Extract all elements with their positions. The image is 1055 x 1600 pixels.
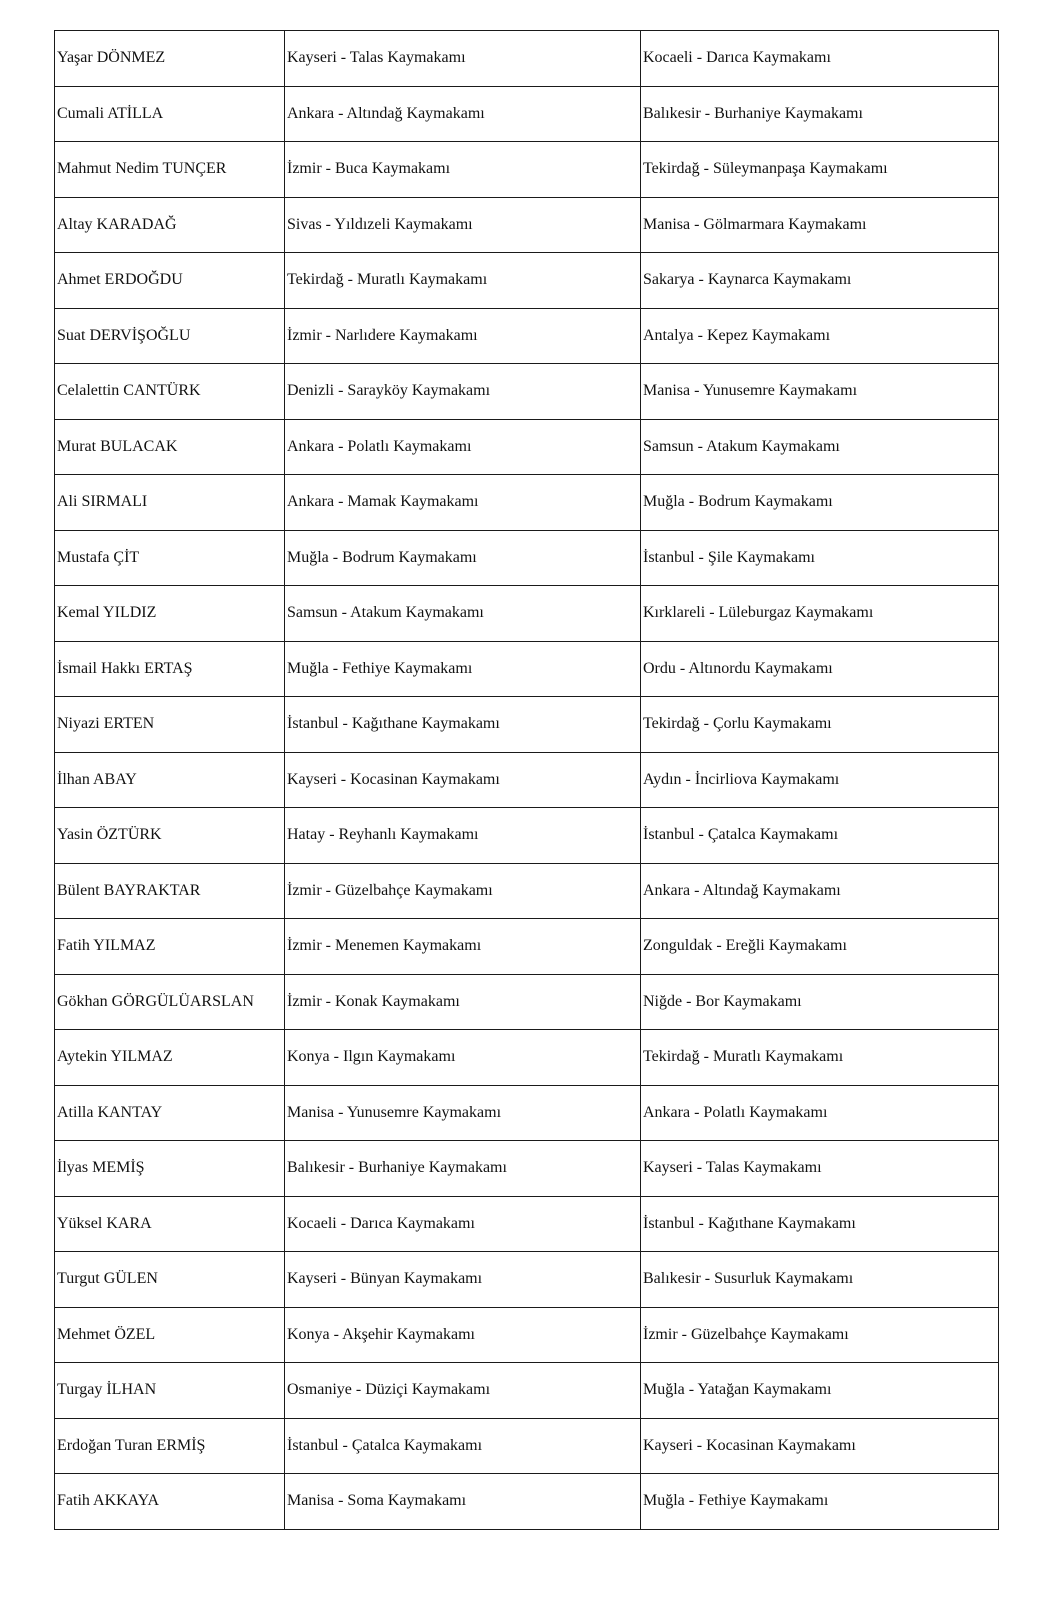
current-post-cell: Kayseri - Bünyan Kaymakamı — [285, 1252, 641, 1308]
current-post-cell: Muğla - Bodrum Kaymakamı — [285, 530, 641, 586]
person-name-cell: Niyazi ERTEN — [55, 697, 285, 753]
person-name-cell: Turgay İLHAN — [55, 1363, 285, 1419]
new-post-cell: Balıkesir - Burhaniye Kaymakamı — [641, 86, 999, 142]
person-name-cell: Suat DERVİŞOĞLU — [55, 308, 285, 364]
person-name-cell: Turgut GÜLEN — [55, 1252, 285, 1308]
person-name-cell: Fatih AKKAYA — [55, 1474, 285, 1530]
table-row — [55, 1307, 999, 1363]
new-post-cell: Niğde - Bor Kaymakamı — [641, 974, 999, 1030]
current-post-cell: İstanbul - Kağıthane Kaymakamı — [285, 697, 641, 753]
current-post-cell: Konya - Ilgın Kaymakamı — [285, 1030, 641, 1086]
person-name-cell: Ali SIRMALI — [55, 475, 285, 531]
current-post-cell: Denizli - Sarayköy Kaymakamı — [285, 364, 641, 420]
table-row — [55, 86, 999, 142]
current-post-cell: Muğla - Fethiye Kaymakamı — [285, 641, 641, 697]
appointment-table-body — [55, 31, 999, 1530]
new-post-cell: Manisa - Yunusemre Kaymakamı — [641, 364, 999, 420]
table-row — [55, 586, 999, 642]
table-row — [55, 1030, 999, 1086]
table-row — [55, 919, 999, 975]
table-row — [55, 1196, 999, 1252]
new-post-cell: Antalya - Kepez Kaymakamı — [641, 308, 999, 364]
table-row — [55, 530, 999, 586]
new-post-cell: Kayseri - Kocasinan Kaymakamı — [641, 1418, 999, 1474]
new-post-cell: Sakarya - Kaynarca Kaymakamı — [641, 253, 999, 309]
table-row — [55, 1418, 999, 1474]
current-post-cell: İzmir - Güzelbahçe Kaymakamı — [285, 863, 641, 919]
table-row — [55, 974, 999, 1030]
person-name-cell: Altay KARADAĞ — [55, 197, 285, 253]
person-name-cell: Fatih YILMAZ — [55, 919, 285, 975]
appointment-table — [54, 30, 999, 1530]
current-post-cell: İzmir - Konak Kaymakamı — [285, 974, 641, 1030]
person-name-cell: Yasin ÖZTÜRK — [55, 808, 285, 864]
new-post-cell: Ankara - Polatlı Kaymakamı — [641, 1085, 999, 1141]
current-post-cell: Kayseri - Talas Kaymakamı — [285, 31, 641, 87]
current-post-cell: Kayseri - Kocasinan Kaymakamı — [285, 752, 641, 808]
table-row — [55, 419, 999, 475]
table-row — [55, 364, 999, 420]
current-post-cell: İzmir - Menemen Kaymakamı — [285, 919, 641, 975]
person-name-cell: Kemal YILDIZ — [55, 586, 285, 642]
new-post-cell: Balıkesir - Susurluk Kaymakamı — [641, 1252, 999, 1308]
new-post-cell: Kocaeli - Darıca Kaymakamı — [641, 31, 999, 87]
current-post-cell: İzmir - Buca Kaymakamı — [285, 142, 641, 198]
new-post-cell: Ordu - Altınordu Kaymakamı — [641, 641, 999, 697]
current-post-cell: Manisa - Yunusemre Kaymakamı — [285, 1085, 641, 1141]
table-row — [55, 253, 999, 309]
current-post-cell: Tekirdağ - Muratlı Kaymakamı — [285, 253, 641, 309]
current-post-cell: Konya - Akşehir Kaymakamı — [285, 1307, 641, 1363]
person-name-cell: Mahmut Nedim TUNÇER — [55, 142, 285, 198]
table-row — [55, 142, 999, 198]
new-post-cell: Kırklareli - Lüleburgaz Kaymakamı — [641, 586, 999, 642]
new-post-cell: Muğla - Bodrum Kaymakamı — [641, 475, 999, 531]
person-name-cell: Celalettin CANTÜRK — [55, 364, 285, 420]
new-post-cell: İzmir - Güzelbahçe Kaymakamı — [641, 1307, 999, 1363]
new-post-cell: Zonguldak - Ereğli Kaymakamı — [641, 919, 999, 975]
person-name-cell: Bülent BAYRAKTAR — [55, 863, 285, 919]
person-name-cell: Yüksel KARA — [55, 1196, 285, 1252]
new-post-cell: Muğla - Fethiye Kaymakamı — [641, 1474, 999, 1530]
current-post-cell: Ankara - Altındağ Kaymakamı — [285, 86, 641, 142]
new-post-cell: Muğla - Yatağan Kaymakamı — [641, 1363, 999, 1419]
person-name-cell: Erdoğan Turan ERMİŞ — [55, 1418, 285, 1474]
table-row — [55, 863, 999, 919]
new-post-cell: Samsun - Atakum Kaymakamı — [641, 419, 999, 475]
person-name-cell: İsmail Hakkı ERTAŞ — [55, 641, 285, 697]
current-post-cell: Sivas - Yıldızeli Kaymakamı — [285, 197, 641, 253]
person-name-cell: Atilla KANTAY — [55, 1085, 285, 1141]
person-name-cell: Cumali ATİLLA — [55, 86, 285, 142]
person-name-cell: Yaşar DÖNMEZ — [55, 31, 285, 87]
current-post-cell: İzmir - Narlıdere Kaymakamı — [285, 308, 641, 364]
table-row — [55, 1474, 999, 1530]
current-post-cell: Ankara - Polatlı Kaymakamı — [285, 419, 641, 475]
new-post-cell: İstanbul - Çatalca Kaymakamı — [641, 808, 999, 864]
table-row — [55, 197, 999, 253]
person-name-cell: İlhan ABAY — [55, 752, 285, 808]
new-post-cell: Ankara - Altındağ Kaymakamı — [641, 863, 999, 919]
person-name-cell: Ahmet ERDOĞDU — [55, 253, 285, 309]
person-name-cell: Mustafa ÇİT — [55, 530, 285, 586]
person-name-cell: Murat BULACAK — [55, 419, 285, 475]
person-name-cell: Mehmet ÖZEL — [55, 1307, 285, 1363]
table-row — [55, 641, 999, 697]
current-post-cell: Osmaniye - Düziçi Kaymakamı — [285, 1363, 641, 1419]
table-row — [55, 808, 999, 864]
table-row — [55, 31, 999, 87]
person-name-cell: Aytekin YILMAZ — [55, 1030, 285, 1086]
new-post-cell: Tekirdağ - Çorlu Kaymakamı — [641, 697, 999, 753]
table-row — [55, 1141, 999, 1197]
person-name-cell: İlyas MEMİŞ — [55, 1141, 285, 1197]
current-post-cell: Samsun - Atakum Kaymakamı — [285, 586, 641, 642]
table-row — [55, 752, 999, 808]
table-row — [55, 308, 999, 364]
table-row — [55, 475, 999, 531]
new-post-cell: Aydın - İncirliova Kaymakamı — [641, 752, 999, 808]
table-row — [55, 1085, 999, 1141]
table-row — [55, 697, 999, 753]
current-post-cell: İstanbul - Çatalca Kaymakamı — [285, 1418, 641, 1474]
current-post-cell: Hatay - Reyhanlı Kaymakamı — [285, 808, 641, 864]
table-row — [55, 1252, 999, 1308]
current-post-cell: Manisa - Soma Kaymakamı — [285, 1474, 641, 1530]
new-post-cell: İstanbul - Kağıthane Kaymakamı — [641, 1196, 999, 1252]
new-post-cell: Manisa - Gölmarmara Kaymakamı — [641, 197, 999, 253]
current-post-cell: Ankara - Mamak Kaymakamı — [285, 475, 641, 531]
current-post-cell: Kocaeli - Darıca Kaymakamı — [285, 1196, 641, 1252]
new-post-cell: Tekirdağ - Muratlı Kaymakamı — [641, 1030, 999, 1086]
new-post-cell: Kayseri - Talas Kaymakamı — [641, 1141, 999, 1197]
current-post-cell: Balıkesir - Burhaniye Kaymakamı — [285, 1141, 641, 1197]
table-row — [55, 1363, 999, 1419]
new-post-cell: İstanbul - Şile Kaymakamı — [641, 530, 999, 586]
new-post-cell: Tekirdağ - Süleymanpaşa Kaymakamı — [641, 142, 999, 198]
person-name-cell: Gökhan GÖRGÜLÜARSLAN — [55, 974, 285, 1030]
